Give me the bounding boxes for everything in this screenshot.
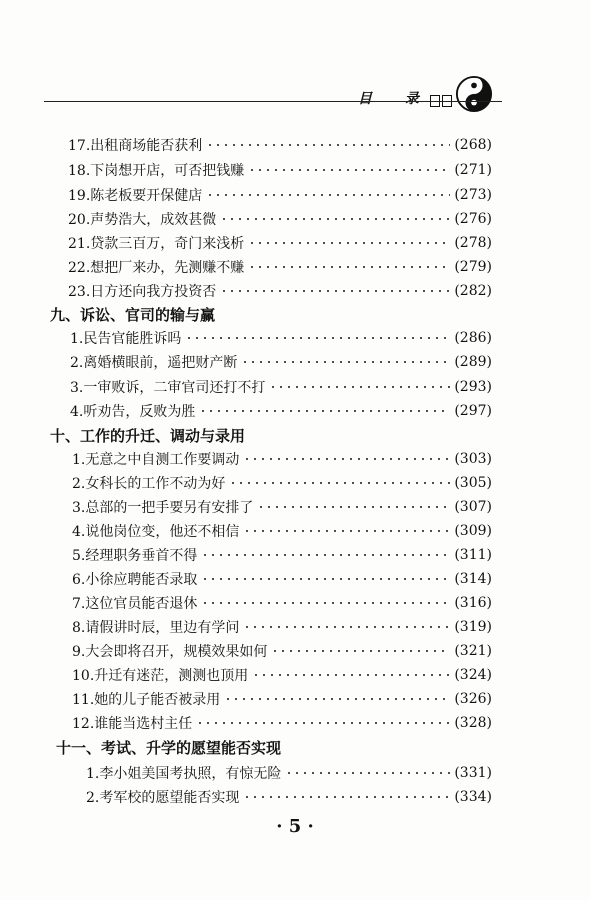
dot-leader bbox=[220, 290, 450, 292]
entry-page: (326) bbox=[454, 691, 492, 707]
entry-title: 1.无意之中自测工作要调动 bbox=[72, 452, 240, 468]
entry-page: (334) bbox=[454, 789, 492, 805]
toc-entry[interactable] bbox=[68, 233, 492, 253]
entry-title: 7.这位官员能否退休 bbox=[72, 596, 198, 612]
entry-title: 18.下岗想开店，可否把钱赚 bbox=[68, 163, 245, 179]
dot-leader bbox=[248, 169, 450, 171]
entry-page: (309) bbox=[454, 523, 492, 539]
dot-leader bbox=[220, 218, 450, 220]
dot-leader bbox=[243, 626, 450, 628]
entry-page: (276) bbox=[454, 211, 492, 227]
entry-page: (311) bbox=[454, 547, 492, 563]
entry-page: (324) bbox=[454, 667, 492, 683]
entry-title: 2.离婚横眼前，遥把财产断 bbox=[70, 355, 238, 371]
dot-leader bbox=[201, 554, 450, 556]
entry-page: (321) bbox=[454, 643, 492, 659]
entry-title: 3.一审败诉，二审官司还打不打 bbox=[70, 380, 266, 396]
entry-page: (279) bbox=[454, 259, 492, 275]
entry-title: 4.说他岗位变，他还不相信 bbox=[72, 524, 240, 540]
entry-page: (331) bbox=[454, 765, 492, 781]
toc-entry[interactable] bbox=[68, 281, 492, 301]
dot-leader bbox=[224, 698, 450, 700]
entry-title: 2.女科长的工作不动为好 bbox=[72, 476, 226, 492]
entry-page: (307) bbox=[454, 499, 492, 515]
toc-entry[interactable] bbox=[72, 617, 492, 637]
entry-page: (273) bbox=[454, 187, 492, 203]
entry-page: (293) bbox=[454, 379, 492, 395]
entry-title: 2.考军校的愿望能否实现 bbox=[86, 790, 240, 806]
dot-leader bbox=[285, 772, 450, 774]
entry-title: 8.请假讲时辰，里边有学问 bbox=[72, 620, 240, 636]
entry-page: (328) bbox=[454, 715, 492, 731]
toc-entry[interactable] bbox=[70, 401, 492, 421]
entry-title: 1.民告官能胜诉吗 bbox=[70, 331, 182, 347]
entry-page: (286) bbox=[454, 330, 492, 346]
entry-page: (297) bbox=[454, 403, 492, 419]
yin-yang-icon bbox=[455, 75, 493, 113]
toc-entry[interactable] bbox=[68, 135, 492, 155]
entry-title: 5.经理职务垂首不得 bbox=[72, 548, 198, 564]
dot-leader bbox=[196, 722, 450, 724]
entry-page: (319) bbox=[454, 619, 492, 635]
entry-title: 17.出租商场能否获利 bbox=[68, 138, 203, 154]
entry-page: (314) bbox=[454, 571, 492, 587]
dot-leader bbox=[243, 530, 450, 532]
toc-entry[interactable] bbox=[72, 473, 492, 493]
entry-title: 20.声势浩大，成效甚微 bbox=[68, 212, 217, 228]
toc-entry[interactable] bbox=[72, 641, 492, 661]
header-rule bbox=[44, 101, 502, 102]
toc-entry[interactable] bbox=[70, 328, 492, 348]
entry-page: (278) bbox=[454, 235, 492, 251]
dot-leader bbox=[206, 144, 450, 146]
entry-title: 3.总部的一把手要另有安排了 bbox=[72, 500, 254, 516]
section-heading[interactable]: 十一、考试、升学的愿望能否实现 bbox=[56, 738, 282, 757]
page-number: · 5 · bbox=[276, 816, 314, 837]
dot-leader bbox=[199, 410, 450, 412]
toc-entry[interactable] bbox=[72, 569, 492, 589]
dot-leader bbox=[243, 796, 450, 798]
dot-leader bbox=[248, 266, 450, 268]
entry-title: 4.听劝告，反败为胜 bbox=[70, 404, 196, 420]
toc-entry[interactable] bbox=[68, 185, 492, 205]
toc-entry[interactable] bbox=[86, 787, 492, 807]
toc-entry[interactable] bbox=[72, 689, 492, 709]
toc-entry[interactable] bbox=[72, 497, 492, 517]
entry-page: (305) bbox=[454, 475, 492, 491]
dot-leader bbox=[185, 337, 450, 339]
entry-page: (282) bbox=[454, 283, 492, 299]
dot-leader bbox=[252, 674, 450, 676]
entry-page: (289) bbox=[454, 354, 492, 370]
dot-leader bbox=[201, 602, 450, 604]
entry-page: (268) bbox=[454, 137, 492, 153]
toc-entry[interactable] bbox=[72, 665, 492, 685]
dot-leader bbox=[243, 458, 450, 460]
entry-title: 19.陈老板要开保健店 bbox=[68, 188, 203, 204]
entry-title: 1.李小姐美国考执照，有惊无险 bbox=[86, 766, 282, 782]
toc-entry[interactable] bbox=[72, 545, 492, 565]
section-heading[interactable]: 十、工作的升迁、调动与录用 bbox=[50, 426, 246, 445]
entry-page: (316) bbox=[454, 595, 492, 611]
dot-leader bbox=[257, 506, 450, 508]
toc-entry[interactable] bbox=[72, 713, 492, 733]
entry-title: 10.升迁有迷茫，测测也顶用 bbox=[72, 668, 249, 684]
toc-entry[interactable] bbox=[86, 763, 492, 783]
toc-entry[interactable] bbox=[70, 352, 492, 372]
toc-entry[interactable] bbox=[68, 257, 492, 277]
toc-entry[interactable] bbox=[72, 521, 492, 541]
header-title: 目 录 bbox=[358, 91, 433, 107]
dot-leader bbox=[248, 242, 450, 244]
entry-title: 23.日方还向我方投资否 bbox=[68, 284, 217, 300]
section-heading[interactable]: 九、诉讼、官司的输与赢 bbox=[50, 305, 216, 324]
dot-leader bbox=[229, 482, 450, 484]
entry-title: 6.小徐应聘能否录取 bbox=[72, 572, 198, 588]
toc-entry[interactable] bbox=[72, 449, 492, 469]
dot-leader bbox=[241, 361, 450, 363]
entry-title: 11.她的儿子能否被录用 bbox=[72, 692, 221, 708]
dot-leader bbox=[269, 386, 450, 388]
entry-title: 22.想把厂来办，先测赚不赚 bbox=[68, 260, 245, 276]
dot-leader bbox=[206, 194, 450, 196]
entry-title: 21.贷款三百万，奇门来浅析 bbox=[68, 236, 245, 252]
toc-entry[interactable] bbox=[70, 377, 492, 397]
entry-title: 9.大会即将召开，规模效果如何 bbox=[72, 644, 268, 660]
entry-page: (271) bbox=[454, 162, 492, 178]
entry-page: (303) bbox=[454, 451, 492, 467]
dot-leader bbox=[271, 650, 450, 652]
entry-title: 12.谁能当选村主任 bbox=[72, 716, 193, 732]
toc-entry[interactable] bbox=[68, 160, 492, 180]
toc-entry[interactable] bbox=[72, 593, 492, 613]
dot-leader bbox=[201, 578, 450, 580]
toc-entry[interactable] bbox=[68, 209, 492, 229]
